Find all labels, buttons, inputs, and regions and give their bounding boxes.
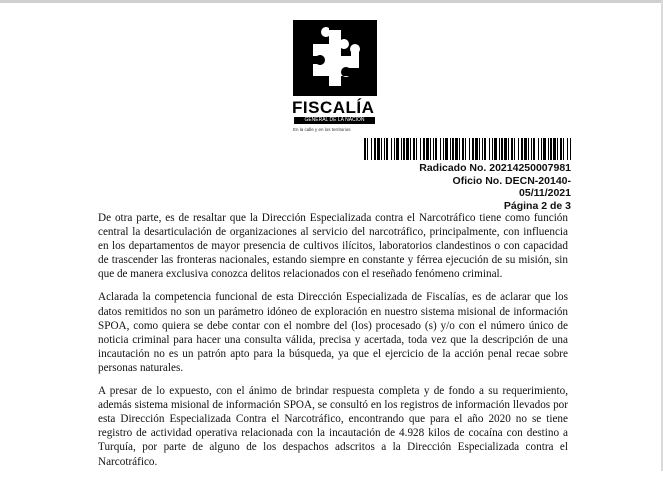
barcode: [364, 138, 571, 160]
window-top-border: [0, 0, 663, 3]
paragraph: Aclarada la competencia funcional de esta Dirección Especializada de Fiscalías, es de aclarar que los datos remitidos no son un parámetro idóneo de exploración en nuestro sistema misional de información SPOA, como quiera se debe contar con el nombre del (los) procesado (s) y/o con el número único de noticia criminal para hacer una consulta válida, precisa y acertada, toda vez que la descripción de una incautación no es un patrón apto para la búsqueda, ya que el ejercicio de la acción penal recae sobre personas naturales.: [98, 291, 568, 374]
logo-subtitle: GENERAL DE LA NACIÓN: [294, 117, 375, 124]
logo-wordmark: FISCALÍA: [292, 98, 375, 117]
paragraph: De otra parte, es de resaltar que la Dirección Especializada contra el Narcotráfico tiene como función central la desarticulación de organizaciones al servicio del narcotráfico, principalmente, con influencia en los departamentos de mayor presencia de cultivos ilícitos, laboratorios clandestinos o con capacidad de trascender las fronteras nacionales, estando siempre en constante y férrea ejecución de su misión, sin que de manera exclusiva conozca delitos relacionados con el reseñado fenómeno criminal.: [98, 212, 568, 281]
page-indicator: Página 2 de 3: [503, 199, 571, 212]
logo-tagline: En la calle y en los territorios: [293, 127, 351, 132]
letter-body: [98, 211, 568, 478]
oficio-number: Oficio No. DECN-20140-: [452, 174, 571, 187]
paragraph: A presar de lo expuesto, con el ánimo de brindar respuesta completa y de fondo a su requerimiento, además sistema misional de información SPOA, se consultó en los registros de información llevados por esta Dirección Especializada Contra el Narcotráfico, encontrando que para el año 2020 no se tiene registro de actividad operativa relacionada con la incautación de 4.928 kilos de cocaína con destino a Turquía, por parte de alguno de los despachos adscritos a la Dirección Especializada contra el Narcotráfico.: [98, 385, 568, 468]
document-reference: [419, 162, 571, 212]
logo-emblem: [293, 20, 377, 96]
document-date: 05/11/2021: [519, 187, 571, 199]
puzzle-piece-icon: [293, 20, 377, 96]
radicado-number: Radicado No. 20214250007981: [419, 162, 571, 174]
